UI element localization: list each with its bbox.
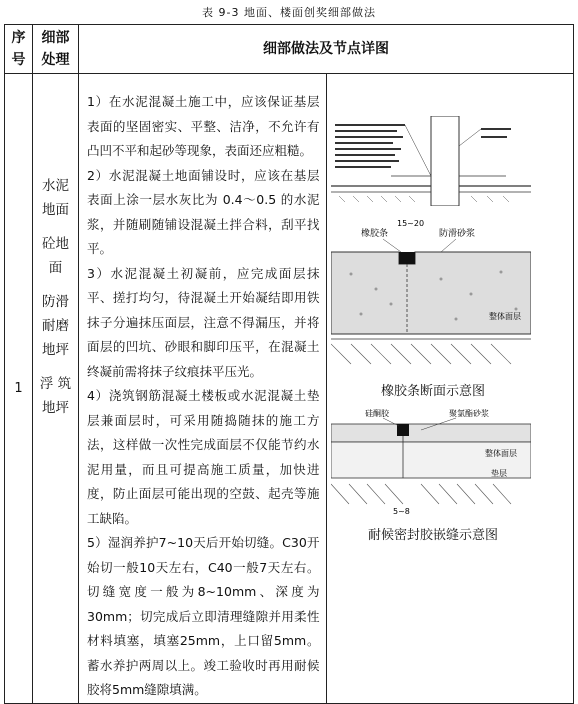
- label-silicone: 硅酮胶: [364, 409, 389, 418]
- table-caption: 表 9-3 地面、楼面创奖细部做法: [202, 6, 376, 19]
- label-cushion: 垫层: [490, 469, 507, 478]
- wall-floor-section-drawing: [331, 116, 531, 206]
- row-subject: [33, 74, 79, 704]
- paragraph-3: 3）水泥混凝土初凝前，应完成面层抹平、搓打均匀，待混凝土开始凝结即用铁抹子分遍抹压面层，注意不得漏压，并将面层的凹坑、砂眼和脚印压平，在混凝土终凝前需将抹子纹痕抹平压光。: [87, 265, 320, 379]
- header-num: 序 号: [5, 25, 33, 74]
- subject-group-3: 防滑 耐磨 地坪: [42, 294, 69, 358]
- label-rubber-strip: 橡胶条: [360, 229, 388, 239]
- label-surface-2: 整体面层: [484, 449, 517, 458]
- label-surface: 整体面层: [488, 312, 521, 321]
- row-text: [79, 74, 327, 704]
- subject-group-1: 水泥 地面: [42, 178, 69, 218]
- row-number: 1: [5, 74, 33, 704]
- label-antislip: 防滑砂浆: [438, 229, 475, 239]
- details-table: [4, 24, 574, 704]
- paragraph-1: 1）在水泥混凝土施工中，应该保证基层表面的坚固密实、平整、洁净，不允许有凸凹不平和起砂等现象，表面还应粗糙。: [87, 94, 320, 158]
- header-detail: 细部做法及节点详图: [79, 25, 574, 74]
- label-gap: 5~8: [392, 507, 410, 516]
- sealant-joint-drawing: [331, 404, 531, 516]
- caption-sealant-joint: 耐候密封胶嵌缝示意图: [367, 528, 498, 543]
- row-images: [326, 74, 574, 704]
- paragraph-2: 2）水泥混凝土地面铺设时，应该在基层表面上涂一层水灰比为 0.4～0.5 的水泥浆，并随刷随铺设混凝土拌合料，刮平找平。: [87, 167, 320, 256]
- rubber-strip-section-drawing: [331, 214, 531, 374]
- label-pu-mortar: 聚氯酯砂浆: [448, 409, 489, 418]
- table-row: [5, 74, 574, 704]
- paragraph-5: 5）湿润养护7~10天后开始切缝。C30开始切一般10天左右，C40一般7天左右。切缝宽度一般为8~10mm、深度为30mm；切完成后立即清理缝隙并用柔性材料填塞，填塞25mm，上口留5mm。蓄水养护两周以上。竣工验收时再用耐候胶将5mm缝隙填满。: [87, 535, 320, 697]
- table-header-row: [5, 25, 574, 74]
- label-width: 15~20: [396, 219, 424, 228]
- caption-rubber-strip: 橡胶条断面示意图: [380, 384, 485, 399]
- paragraph-4: 4）浇筑钢筋混凝土楼板或水泥混凝土垫层兼面层时，可采用随捣随抹的施工方法，这样做一次性完成面层不仅能节约水泥用量，而且可提高施工质量，加快进度，防止面层可能出现的空鼓、起壳等施工缺陷。: [87, 388, 320, 526]
- subject-group-4: 浮 筑 地坪: [39, 376, 72, 416]
- subject-group-2: 砼地 面: [42, 236, 69, 276]
- header-sub: 细部 处理: [33, 25, 79, 74]
